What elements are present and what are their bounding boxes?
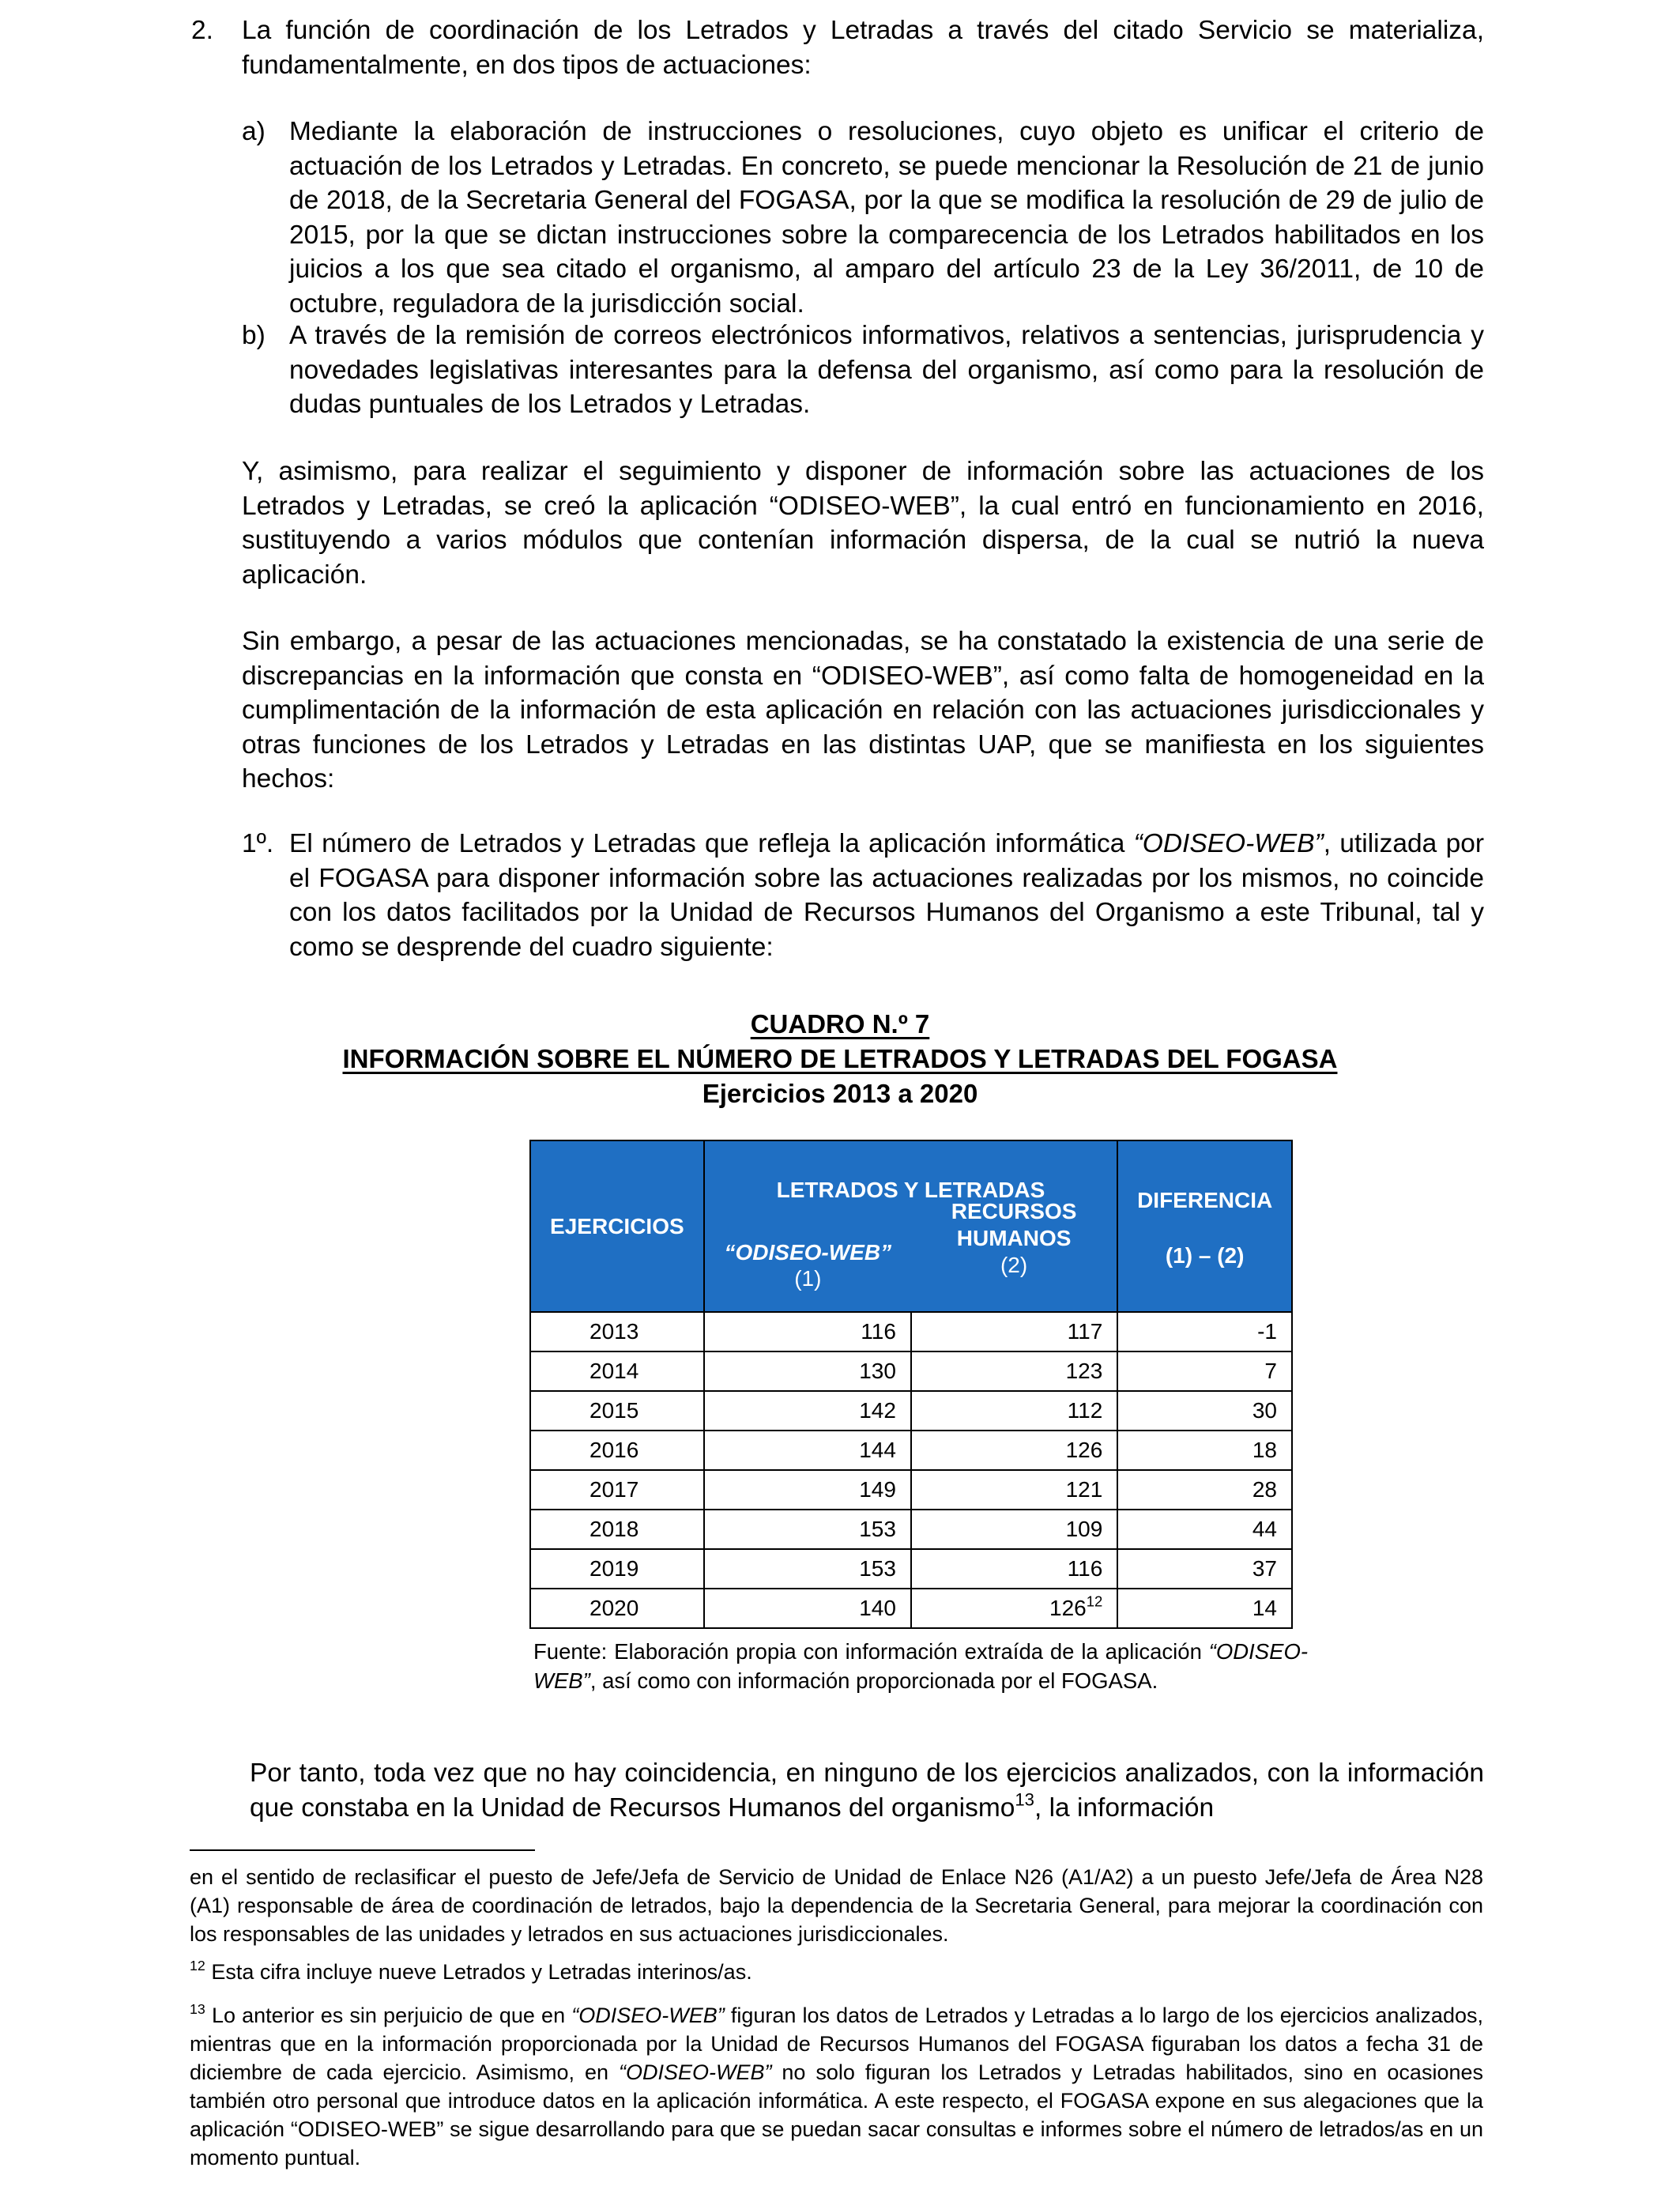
footnote-ref-12: 12: [1086, 1593, 1103, 1610]
cell-year: 2019: [530, 1549, 704, 1589]
item-1-label: 1º.: [242, 829, 274, 858]
table-row: [530, 1589, 1292, 1628]
table-source: Fuente: Elaboración propia con información extraída de la aplicación “ODISEO-WEB”, así como con información proporcionada por el FOGASA.: [533, 1639, 1308, 1693]
odiseo-app-name: “ODISEO-WEB”: [1133, 829, 1324, 858]
cuadro-7-table: [529, 1140, 1293, 1629]
header-rrhh-line1: RECURSOS: [951, 1199, 1077, 1223]
footnote-continuation: en el sentido de reclasificar el puesto de Jefe/Jefa de Servicio de Unidad de Enlace N26 (A1/A2) a un puesto Jefe/Jefa de Área N28 (A1) responsable de área de coordinación de letrados, bajo la dependencia de la Secretaria General, para mejorar la coordinación con los responsables de las unidades y letrados en sus actuaciones jurisdiccionales.: [190, 1865, 1483, 1946]
cell-rrhh-value: 126: [1049, 1596, 1087, 1620]
footnote-12: $^{12}$ Esta cifra incluye nueve Letrados y Letradas interinos/as.: [190, 1957, 752, 1984]
paragraph-conclusion: Por tanto, toda vez que no hay coincidencia, en ninguno de los ejercicios analizados, con la información que constaba en la Unidad de Recursos Humanos del organismo$^{13}$, la información: [250, 1759, 1484, 1823]
caption-period: Ejercicios 2013 a 2020: [702, 1079, 978, 1108]
cell-rrhh: [911, 1589, 1117, 1628]
header-rrhh-line2: HUMANOS: [956, 1226, 1072, 1250]
item-2-number: 2.: [191, 16, 213, 45]
cell-year: 2018: [530, 1510, 704, 1549]
cell-rrhh: 109: [911, 1510, 1117, 1549]
table-row: [530, 1470, 1292, 1510]
cell-diff: 28: [1117, 1470, 1292, 1510]
table-row: [530, 1391, 1292, 1431]
cell-year: 2015: [530, 1391, 704, 1431]
header-diferencia: [1117, 1140, 1292, 1312]
cell-diff: 7: [1117, 1351, 1292, 1391]
table-caption: [237, 1007, 1443, 1111]
cell-diff: 44: [1117, 1510, 1292, 1549]
header-diferencia-label: DIFERENCIA: [1137, 1187, 1273, 1212]
cell-rrhh: 117: [911, 1312, 1117, 1351]
item-a-label: a): [242, 117, 266, 146]
footnote-ref-13: 13: [1015, 1789, 1034, 1809]
table-row: [530, 1549, 1292, 1589]
item-a-text: Mediante la elaboración de instrucciones o resoluciones, cuyo objeto es unificar el criterio de actuación de los Letrados y Letradas. En concreto, se puede mencionar la Resolución de 21 de junio de 2018, de la Secretaria General del FOGASA, por la que se modifica la resolución de 29 de julio de 2015, por la que se dictan instrucciones sobre la comparecencia de los Letrados habilitados en los juicios a los que sea citado el organismo, al amparo del artículo 23 de la Ley 36/2011, de 10 de octubre, reguladora de la jurisdicción social.: [289, 117, 1484, 319]
source-app-name: “ODISEO-WEB”: [533, 1639, 1308, 1693]
header-letrados-group: LETRADOS Y LETRADAS: [704, 1140, 1118, 1239]
table-row: [530, 1312, 1292, 1351]
header-rrhh-num: (2): [1000, 1253, 1028, 1277]
header-rrhh: [911, 1199, 1117, 1312]
caption-title: INFORMACIÓN SOBRE EL NÚMERO DE LETRADOS Y LETRADAS DEL FOGASA: [342, 1044, 1338, 1073]
cell-odiseo: 140: [704, 1589, 911, 1628]
cell-rrhh: 121: [911, 1470, 1117, 1510]
cell-diff: 30: [1117, 1391, 1292, 1431]
item-b-label: b): [242, 321, 266, 350]
header-odiseo-label: “ODISEO-WEB”: [724, 1240, 892, 1265]
footnote-12-number: 12: [190, 1957, 205, 1973]
cell-odiseo: 149: [704, 1470, 911, 1510]
cell-odiseo: 144: [704, 1431, 911, 1470]
cell-odiseo: 153: [704, 1510, 911, 1549]
header-odiseo: [704, 1239, 911, 1312]
header-odiseo-num: (1): [794, 1266, 822, 1291]
table-row: [530, 1510, 1292, 1549]
cell-rrhh: 112: [911, 1391, 1117, 1431]
header-diferencia-formula: (1) – (2): [1165, 1242, 1245, 1268]
cell-odiseo: 142: [704, 1391, 911, 1431]
cell-diff: 14: [1117, 1589, 1292, 1628]
cell-diff: 37: [1117, 1549, 1292, 1589]
footnote-separator: [190, 1849, 535, 1851]
cell-diff: -1: [1117, 1312, 1292, 1351]
cell-odiseo: 130: [704, 1351, 911, 1391]
footnote-13-number: 13: [190, 2000, 205, 2017]
cell-year: 2016: [530, 1431, 704, 1470]
item-1-text: El número de Letrados y Letradas que refleja la aplicación informática “ODISEO-WEB”, utilizada por el FOGASA para disponer información sobre las actuaciones realizadas por los mismos, no coincide con los datos facilitados por la Unidad de Recursos Humanos del Organismo a este Tribunal, tal y como se desprende del cuadro siguiente:: [289, 829, 1484, 962]
cell-diff: 18: [1117, 1431, 1292, 1470]
item-b-text: A través de la remisión de correos electrónicos informativos, relativos a sentencias, jurisprudencia y novedades legislativas interesantes para la defensa del organismo, así como para la resolución de dudas puntuales de los Letrados y Letradas.: [289, 321, 1484, 419]
paragraph-sin-embargo: Sin embargo, a pesar de las actuaciones mencionadas, se ha constatado la existencia de una serie de discrepancias en la información que consta en “ODISEO-WEB”, así como falta de homogeneidad en la cumplimentación de la información de esta aplicación en relación con las actuaciones jurisdiccionales y otras funciones de los Letrados y Letradas en las distintas UAP, que se manifiesta en los siguientes hechos:: [242, 627, 1484, 794]
cell-rrhh: 116: [911, 1549, 1117, 1589]
footnote-13: $^{13}$ Lo anterior es sin perjuicio de que en “ODISEO-WEB” figuran los datos de Letrados y Letradas a lo largo de los ejercicios analizados, mientras que en la información proporcionada por la Unidad de Recursos Humanos del FOGASA figuraban los datos a fecha 31 de diciembre de cada ejercicio. Asimismo, en “ODISEO-WEB” no solo figuran los Letrados y Letradas habilitados, sino en ocasiones también otro personal que introduce datos en la aplicación informática. A este respecto, el FOGASA expone en sus alegaciones que la aplicación “ODISEO-WEB” se sigue desarrollando para que se puedan sacar consultas e informes sobre el número de letrados/as en un momento puntual.: [190, 2000, 1483, 2169]
cell-year: 2017: [530, 1470, 704, 1510]
cell-odiseo: 153: [704, 1549, 911, 1589]
caption-cuadro: CUADRO N.º 7: [750, 1009, 930, 1039]
cell-odiseo: 116: [704, 1312, 911, 1351]
cell-year: 2014: [530, 1351, 704, 1391]
cell-rrhh: 126: [911, 1431, 1117, 1470]
paragraph-odiseo: Y, asimismo, para realizar el seguimiento y disponer de información sobre las actuaciones de los Letrados y Letradas, se creó la aplicación “ODISEO-WEB”, la cual entró en funcionamiento en 2016, sustituyendo a varios módulos que contenían información dispersa, de la cual se nutrió la nueva aplicación.: [242, 457, 1484, 590]
cell-rrhh: 123: [911, 1351, 1117, 1391]
cell-year: 2013: [530, 1312, 704, 1351]
table-row: [530, 1351, 1292, 1391]
table-row: [530, 1431, 1292, 1470]
header-ejercicios: EJERCICIOS: [530, 1140, 704, 1312]
cell-year: 2020: [530, 1589, 704, 1628]
item-2-text: La función de coordinación de los Letrados y Letradas a través del citado Servicio se materializa, fundamentalmente, en dos tipos de actuaciones:: [242, 16, 1484, 80]
